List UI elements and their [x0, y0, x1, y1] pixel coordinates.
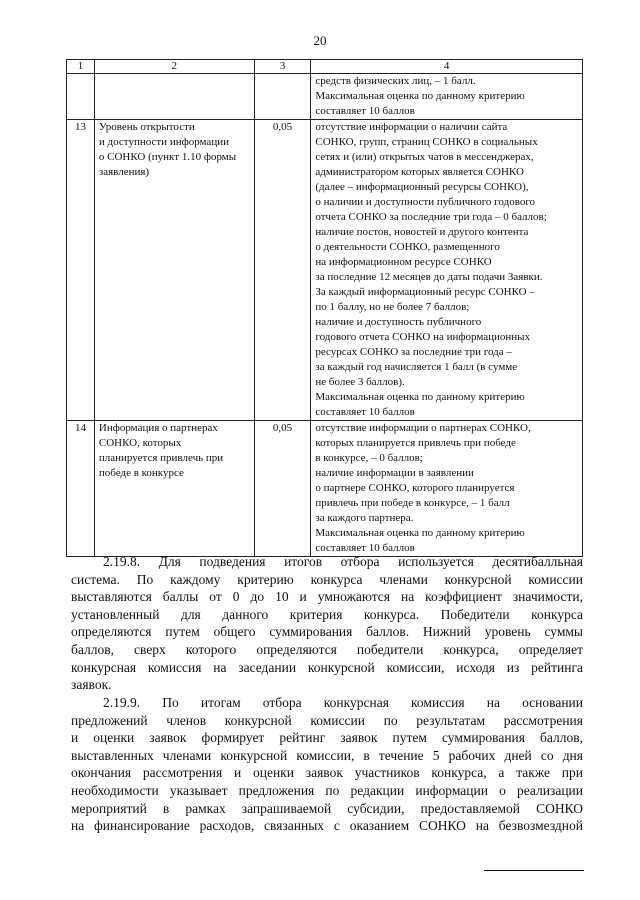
description-line: ресурсах СОНКО за последние три года – [315, 346, 512, 358]
description-line: Максимальная оценка по данному критерию [315, 391, 525, 403]
description-line: за каждого партнера. [315, 512, 414, 524]
description-line: сетях и (или) открытых чатов в мессенджерах, [315, 151, 534, 163]
description-line: средств физических лиц, – 1 балл. [315, 75, 476, 87]
paragraph-2-19-9 [71, 694, 583, 835]
criterion-line: Информация о партнерах [98, 422, 218, 434]
description-cell [311, 74, 583, 120]
footer-rule [484, 870, 584, 871]
description-line: (далее – информационный ресурсы СОНКО), [315, 181, 529, 193]
table-row [67, 120, 583, 421]
weight-cell: 0,05 [254, 421, 311, 557]
description-line: о деятельности СОНКО, размещенного [315, 241, 500, 253]
paragraph-line: предложений членов конкурсной комиссии по результатам рассмотрения [71, 712, 583, 728]
description-line: за последние 12 месяцев до даты подачи Заявки. [315, 271, 543, 283]
description-line: по 1 баллу, но не более 7 баллов; [315, 301, 470, 313]
criterion-line: заявления) [98, 166, 150, 178]
paragraph-line: мероприятий в рамках запрашиваемой субсидии, предоставляемой СОНКО [71, 800, 583, 816]
paragraph-line: и оценки заявок формирует рейтинг заявок путем суммирования баллов, [71, 730, 583, 746]
paragraph-line: необходимости указывает предложения по редакции информации о реализации [71, 782, 583, 798]
description-line: Максимальная оценка по данному критерию [315, 90, 525, 102]
header-cell: 2 [94, 60, 254, 74]
description-line: составляет 10 баллов [315, 406, 415, 418]
paragraph-line: 2.19.9. По итогам отбора конкурсная комиссия на основании [103, 695, 583, 710]
paragraph-line: баллов, сверх которого определяются победители конкурса, определяет [71, 641, 583, 657]
description-line: наличие информации в заявлении [315, 467, 474, 479]
description-line: в конкурсе, – 0 баллов; [315, 452, 423, 464]
description-line: администратором которых является СОНКО [315, 166, 524, 178]
paragraph-line: выставляются баллы от 0 до 10 и умножаются на коэффициент значимости, [71, 589, 583, 605]
paragraph-line: заявок. [71, 677, 112, 693]
page-number: 20 [313, 33, 327, 48]
header-cell: 3 [254, 60, 311, 74]
description-line: составляет 10 баллов [315, 542, 415, 554]
criterion-line: о СОНКО (пункт 1.10 формы [98, 151, 237, 163]
criterion-line: Уровень открытости [98, 121, 195, 133]
paragraph-line: 2.19.8. Для подведения итогов отбора используется десятибалльная [103, 554, 583, 569]
criterion-cell [94, 421, 254, 557]
description-cell [311, 120, 583, 421]
description-line: о партнере СОНКО, которого планируется [315, 482, 515, 494]
row-number: 14 [67, 421, 95, 557]
description-line: Максимальная оценка по данному критерию [315, 527, 525, 539]
paragraph-line: окончания рассмотрения и оценки заявок участников конкурса, а также при [71, 765, 583, 781]
description-line: составляет 10 баллов [315, 105, 415, 117]
description-line: отсутствие информации о наличии сайта [315, 121, 508, 133]
description-line: привлечь при победе в конкурсе, – 1 балл [315, 497, 510, 509]
paragraph-line: установленный для данного критерия конкурса. Победители конкурса [71, 606, 583, 622]
header-cell: 4 [311, 60, 583, 74]
paragraph-line: конкурсная комиссия на заседании конкурсной комиссии, исходя из рейтинга [71, 659, 583, 675]
description-line: о наличии и доступности публичного годового [315, 196, 536, 208]
description-line: отчета СОНКО за последние три года – 0 баллов; [315, 211, 547, 223]
description-line: СОНКО, групп, страниц СОНКО в социальных [315, 136, 538, 148]
paragraph-line: система. По каждому критерию конкурса членами конкурсной комиссии [71, 571, 583, 587]
table-row [67, 74, 583, 120]
description-line: на информационном ресурсе СОНКО [315, 256, 492, 268]
criterion-cell [94, 120, 254, 421]
row-number: 13 [67, 120, 95, 421]
paragraph-line: на финансирование расходов, связанных с оказанием СОНКО на безвозмездной [71, 818, 583, 834]
paragraph-2-19-8 [71, 553, 583, 694]
weight-cell [254, 74, 311, 120]
description-line: наличие постов, новостей и другого контента [315, 226, 529, 238]
paragraph-line: выставленных членами конкурсной комиссии, в течение 5 рабочих дней со дня [71, 747, 583, 763]
description-line: не более 3 баллов). [315, 376, 405, 388]
criterion-line: планируется привлечь при [98, 452, 224, 464]
row-number [67, 74, 95, 120]
description-cell [311, 421, 583, 557]
criterion-line: СОНКО, которых [98, 437, 182, 449]
criterion-cell [94, 74, 254, 120]
description-line: за каждый год начисляется 1 балл (в сумме [315, 361, 518, 373]
table-row [67, 421, 583, 557]
header-cell: 1 [67, 60, 95, 74]
criteria-table [66, 59, 583, 557]
description-line: отсутствие информации о партнерах СОНКО, [315, 422, 531, 434]
criterion-line: победе в конкурсе [98, 467, 184, 479]
weight-cell: 0,05 [254, 120, 311, 421]
criterion-line: и доступности информации [98, 136, 229, 148]
description-line: наличие и доступность публичного [315, 316, 482, 328]
description-line: которых планируется привлечь при победе [315, 437, 516, 449]
table-header-row [67, 60, 583, 74]
description-line: За каждый информационный ресурс СОНКО – [315, 286, 535, 298]
paragraph-line: определяются путем общего суммирования баллов. Нижний уровень суммы [71, 624, 583, 640]
description-line: годового отчета СОНКО на информационных [315, 331, 531, 343]
